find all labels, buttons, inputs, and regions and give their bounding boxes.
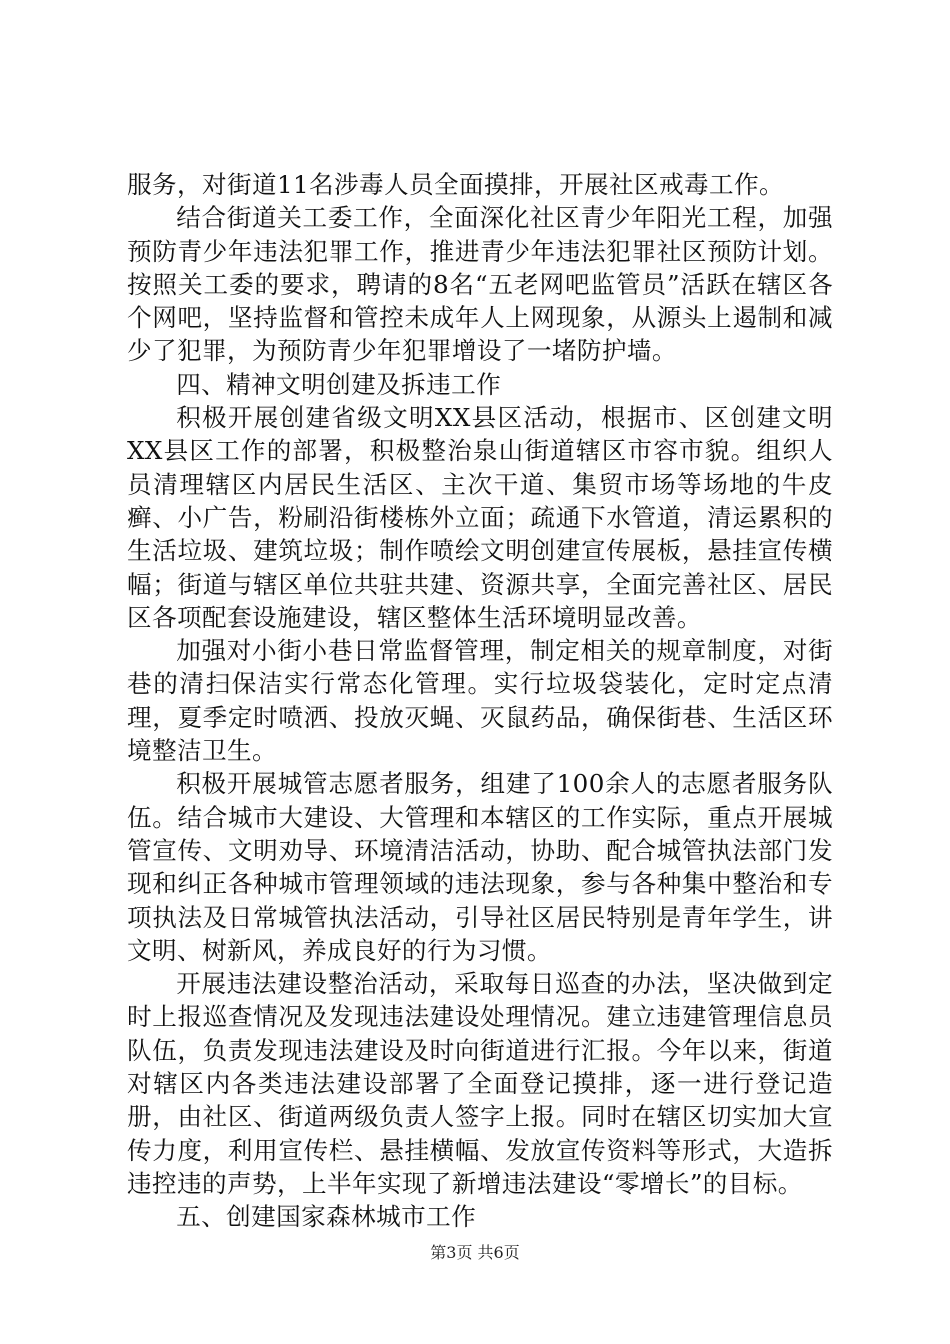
paragraph-youth-protection: 结合街道关工委工作，全面深化社区青少年阳光工程，加强预防青少年违法犯罪工作，推进青少年违法犯罪社区预防计划。按照关工委的要求，聘请的8名“五老网吧监管员”活跃在辖区各个网吧，坚持监督和管控未成年人上网现象，从源头上遏制和减少了犯罪，为预防青少年犯罪增设了一堵防护墙。	[127, 203, 833, 366]
section-heading-forest-city: 五、创建国家森林城市工作	[176, 1202, 477, 1232]
document-body	[127, 168, 833, 1234]
paragraph-continuation: 服务，对街道11名涉毒人员全面摸排，开展社区戒毒工作。	[127, 170, 784, 199]
paragraph-illegal-construction: 开展违法建设整治活动，采取每日巡查的办法，坚决做到定时上报巡查情况及发现违法建设处理情况。建立违建管理信息员队伍，负责发现违法建设及时向街道进行汇报。今年以来，街道对辖区内各类违法建设部署了全面登记摸排，逐一进行登记造册，由社区、街道两级负责人签字上报。同时在辖区切实加大宣传力度，利用宣传栏、悬挂横幅、发放宣传资料等形式，大造拆违控违的声势，上半年实现了新增违法建设“零增长”的目标。	[127, 969, 833, 1198]
page-number-footer: 第3页 共6页	[430, 1243, 520, 1262]
paragraph-volunteers: 积极开展城管志愿者服务，组建了100余人的志愿者服务队伍。结合城市大建设、大管理和本辖区的工作实际，重点开展城管宣传、文明劝导、环境清洁活动，协助、配合城管执法部门发现和纠正各种城市管理领域的违法现象，参与各种集中整治和专项执法及日常城管执法活动，引导社区居民特别是青年学生，讲文明、树新风，养成良好的行为习惯。	[127, 769, 833, 965]
section-heading-civilization: 四、精神文明创建及拆违工作	[176, 369, 502, 399]
paragraph-alley-management: 加强对小街小巷日常监督管理，制定相关的规章制度，对街巷的清扫保洁实行常态化管理。实行垃圾袋装化，定时定点清理，夏季定时喷洒、投放灭蝇、灭鼠药品，确保街巷、生活区环境整洁卫生。	[127, 636, 833, 766]
paragraph-civilized-county: 积极开展创建省级文明XX县区活动，根据市、区创建文明XX县区工作的部署，积极整治泉山街道辖区市容市貌。组织人员清理辖区内居民生活区、主次干道、集贸市场等场地的牛皮癣、小广告，粉刷沿街楼栋外立面；疏通下水管道，清运累积的生活垃圾、建筑垃圾；制作喷绘文明创建宣传展板，悬挂宣传横幅；街道与辖区单位共驻共建、资源共享，全面完善社区、居民区各项配套设施建设，辖区整体生活环境明显改善。	[127, 403, 833, 632]
